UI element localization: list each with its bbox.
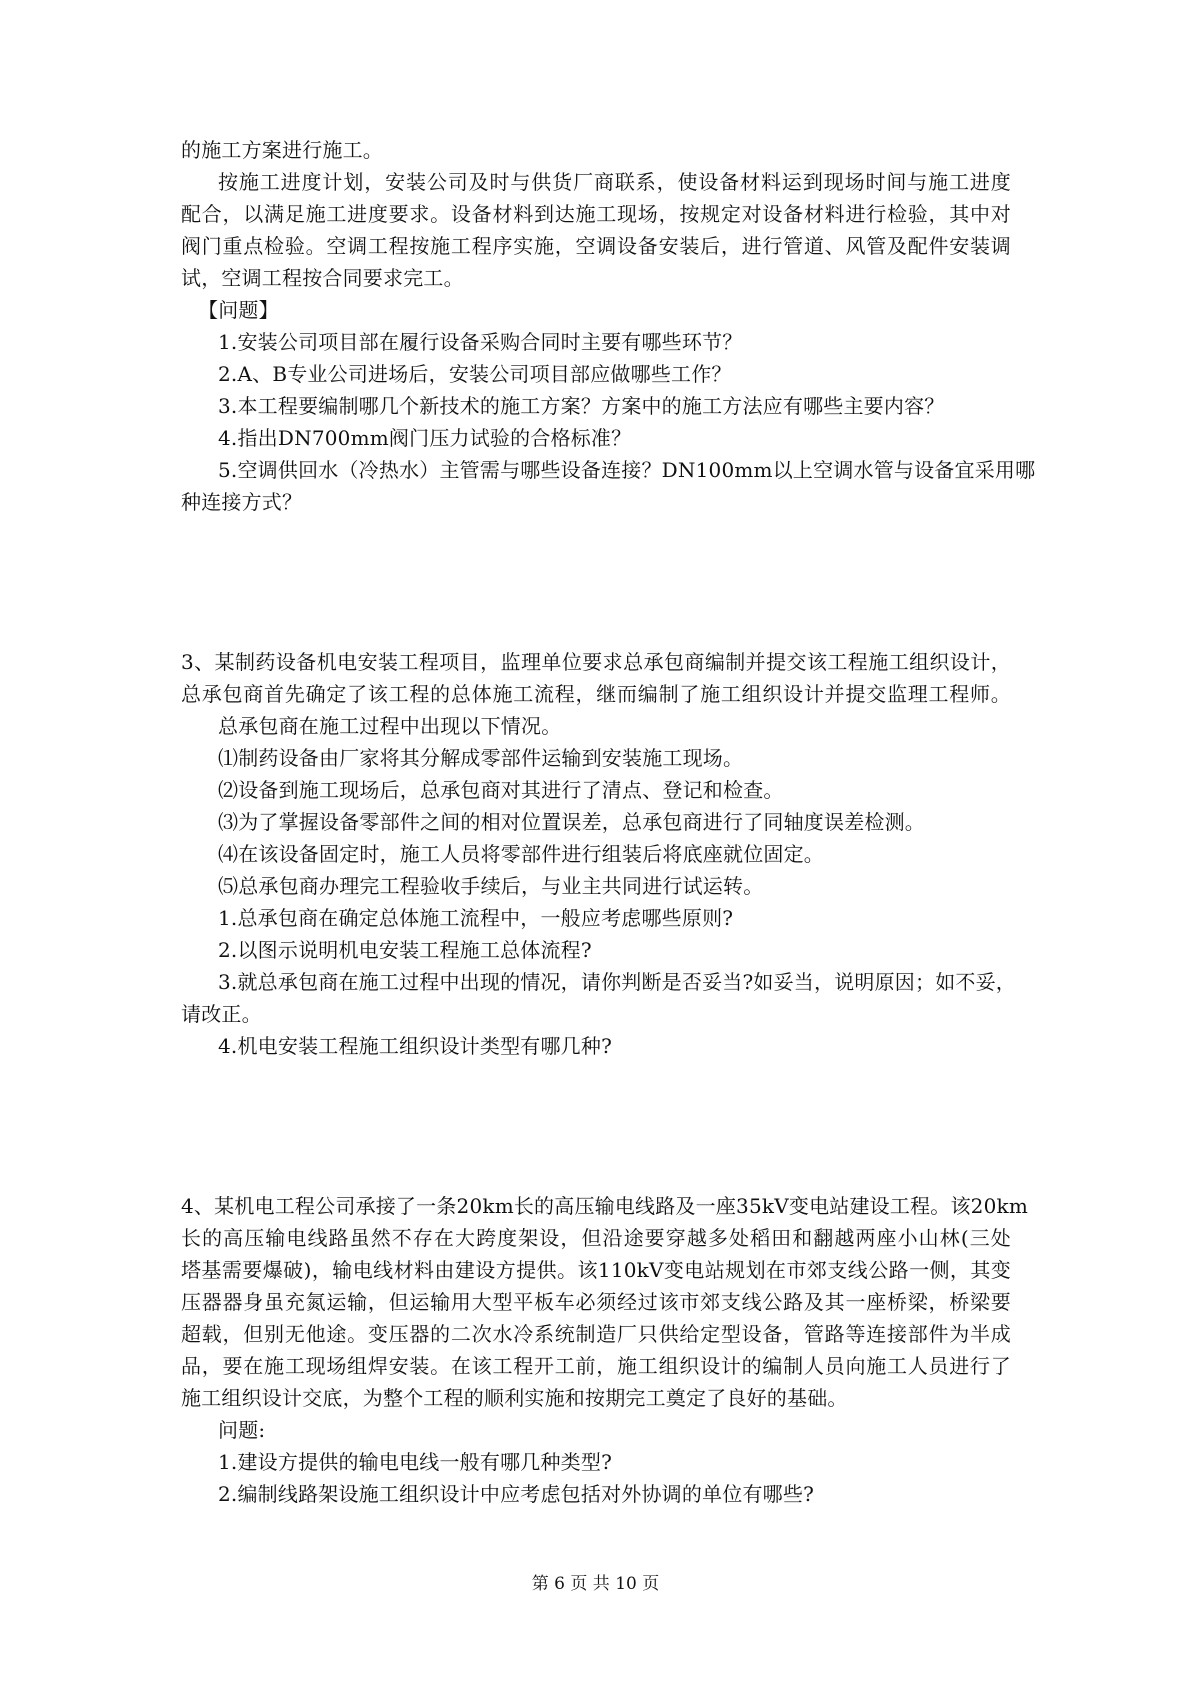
question-item: 3.就总承包商在施工过程中出现的情况，请你判断是否妥当?如妥当，说明原因；如不妥， — [218, 970, 1017, 994]
question-item: 1.建设方提供的输电电线一般有哪几种类型? — [218, 1450, 613, 1474]
question-item: 4.指出DN700mm阀门压力试验的合格标准？ — [218, 426, 632, 450]
paragraph-line: 超载，但别无他途。变压器的二次水冷系统制造厂只供给定型设备，管路等连接部件为半成 — [181, 1322, 1011, 1346]
paragraph-line: 阀门重点检验。空调工程按施工程序实施，空调设备安装后，进行管道、风管及配件安装调 — [181, 234, 1011, 258]
page-number-footer: 第 6 页 共 10 页 — [531, 1574, 660, 1594]
paragraph-line: 总承包商在施工过程中出现以下情况。 — [218, 714, 562, 738]
paragraph-line: 配合，以满足施工进度要求。设备材料到达施工现场，按规定对设备材料进行检验，其中对 — [181, 202, 1011, 226]
situation-item: ⑵设备到施工现场后，总承包商对其进行了清点、登记和检查。 — [218, 778, 784, 802]
paragraph-line: 的施工方案进行施工。 — [181, 138, 383, 162]
paragraph-line: 压器器身虽充氮运输，但运输用大型平板车必须经过该市郊支线公路及其一座桥梁，桥梁要 — [181, 1290, 1011, 1314]
question-item: 3.本工程要编制哪几个新技术的施工方案？方案中的施工方法应有哪些主要内容？ — [218, 394, 945, 418]
situation-item: ⑸总承包商办理完工程验收手续后，与业主共同进行试运转。 — [218, 874, 764, 898]
paragraph-line: 塔基需要爆破)，输电线材料由建设方提供。该110kV变电站规划在市郊支线公路一侧，其变 — [181, 1258, 1011, 1282]
paragraph-line: 试，空调工程按合同要求完工。 — [181, 266, 464, 290]
paragraph-line: 品，要在施工现场组焊安装。在该工程开工前，施工组织设计的编制人员向施工人员进行了 — [181, 1354, 1011, 1378]
question-item: 2.以图示说明机电安装工程施工总体流程? — [218, 938, 592, 962]
question-item: 2.编制线路架设施工组织设计中应考虑包括对外协调的单位有哪些? — [218, 1482, 815, 1506]
paragraph-line: 长的高压输电线路虽然不存在大跨度架设，但沿途要穿越多处稻田和翻越两座小山林(三处 — [181, 1226, 1011, 1250]
situation-item: ⑶为了掌握设备零部件之间的相对位置误差，总承包商进行了同轴度误差检测。 — [218, 810, 925, 834]
paragraph-line: 总承包商首先确定了该工程的总体施工流程，继而编制了施工组织设计并提交监理工程师。 — [181, 682, 1011, 706]
question-item: 1.安装公司项目部在履行设备采购合同时主要有哪些环节？ — [218, 330, 743, 354]
situation-item: ⑴制药设备由厂家将其分解成零部件运输到安装施工现场。 — [218, 746, 744, 770]
question-item: 5.空调供回水（冷热水）主管需与哪些设备连接？DN100mm以上空调水管与设备宜采用哪 — [218, 458, 1036, 482]
questions-heading: 问题: — [218, 1418, 266, 1442]
paragraph-line: 施工组织设计交底，为整个工程的顺利实施和按期完工奠定了良好的基础。 — [181, 1386, 848, 1410]
situation-item: ⑷在该设备固定时，施工人员将零部件进行组装后将底座就位固定。 — [218, 842, 824, 866]
paragraph-line: 按施工进度计划，安装公司及时与供货厂商联系，使设备材料运到现场时间与施工进度 — [218, 170, 1011, 194]
question-item: 4.机电安装工程施工组织设计类型有哪几种? — [218, 1034, 613, 1058]
question-item-continuation: 种连接方式？ — [181, 490, 303, 514]
question-item: 2.A、B专业公司进场后，安装公司项目部应做哪些工作？ — [218, 362, 732, 386]
question-item: 1.总承包商在确定总体施工流程中，一般应考虑哪些原则? — [218, 906, 734, 930]
paragraph-line: 3、某制药设备机电安装工程项目，监理单位要求总承包商编制并提交该工程施工组织设计， — [181, 650, 1011, 674]
paragraph-line: 4、某机电工程公司承接了一条20km长的高压输电线路及一座35kV变电站建设工程。该20km — [181, 1194, 1029, 1218]
questions-heading: 【问题】 — [198, 298, 279, 322]
question-item-continuation: 请改正。 — [181, 1002, 262, 1026]
